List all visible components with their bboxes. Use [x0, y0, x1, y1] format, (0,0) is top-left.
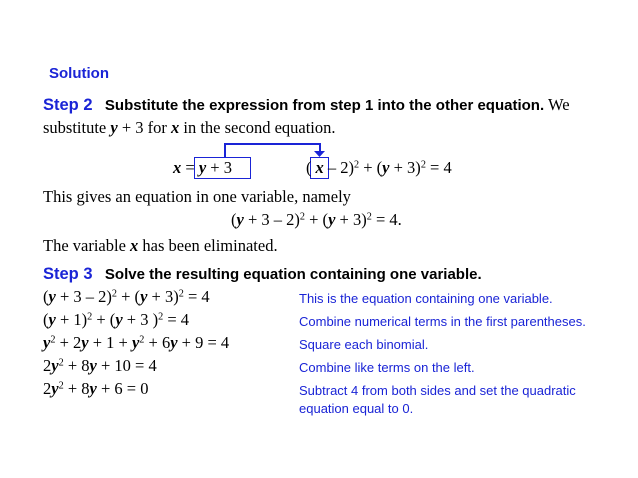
step3-note-5-line1: Subtract 4 from both sides and set the quadratic: [299, 383, 576, 398]
step3-equation-1: $(y + 3 - 2)^2 + (y + 3)^2 = 4$: [43, 287, 210, 306]
right-equation: ( $x - 2)^2 + (y + 3)^2 = 4$: [306, 158, 452, 177]
step3-heading: [43, 266, 482, 283]
step3-label: Step 3: [43, 265, 93, 283]
gives-text: This gives an equation in one variable, namely: [43, 187, 351, 206]
step2-line2: [43, 120, 336, 137]
step3-note-1: This is the equation containing one variable.: [299, 291, 553, 306]
step3-equation-2: $(y + 1)^2 + (y + 3$ )$^2$ = 4: [43, 310, 189, 329]
step3-note-3: Square each binomial.: [299, 337, 429, 352]
left-equation: x = y + 3: [173, 158, 232, 177]
var-y: y: [110, 118, 118, 137]
step3-note-2: Combine numerical terms in the first parentheses.: [299, 314, 586, 329]
step2-instruction: Substitute the expression from step 1 into the other equation.: [104, 97, 545, 114]
solution-heading: Solution: [49, 65, 109, 82]
result-equation: $(y + 3 - 2)^2 + (y + 3)^2 = 4$.: [231, 210, 402, 229]
step3-equation-5: $2y^2 + 8y + 6 = 0$: [43, 379, 149, 398]
step2-text-suffix: in the second equation.: [179, 118, 336, 137]
step2-text-substitute: substitute: [43, 118, 107, 137]
step3-equation-3: $y^2 + 2y + 1 + y^2 + 6y + 9 = 4$: [43, 333, 230, 352]
step2-text-for: + 3 for: [117, 118, 172, 137]
step3-note-4: Combine like terms on the left.: [299, 360, 475, 375]
step3-note-5-line2: equation equal to 0.: [299, 401, 414, 416]
step2-line1: [43, 97, 570, 114]
var-x: x: [171, 118, 180, 137]
eliminated-text: The variable x has been eliminated.: [43, 236, 278, 255]
connector-top: [224, 143, 320, 145]
connector-left: [224, 143, 226, 157]
arrow-down-icon: [314, 151, 325, 158]
step2-label: Step 2: [43, 96, 93, 114]
step2-text-we: We: [547, 95, 570, 114]
step3-equation-4: $2y^2 + 8y + 10 = 4$: [43, 356, 157, 375]
step3-instruction: Solve the resulting equation containing one variable.: [104, 266, 482, 283]
